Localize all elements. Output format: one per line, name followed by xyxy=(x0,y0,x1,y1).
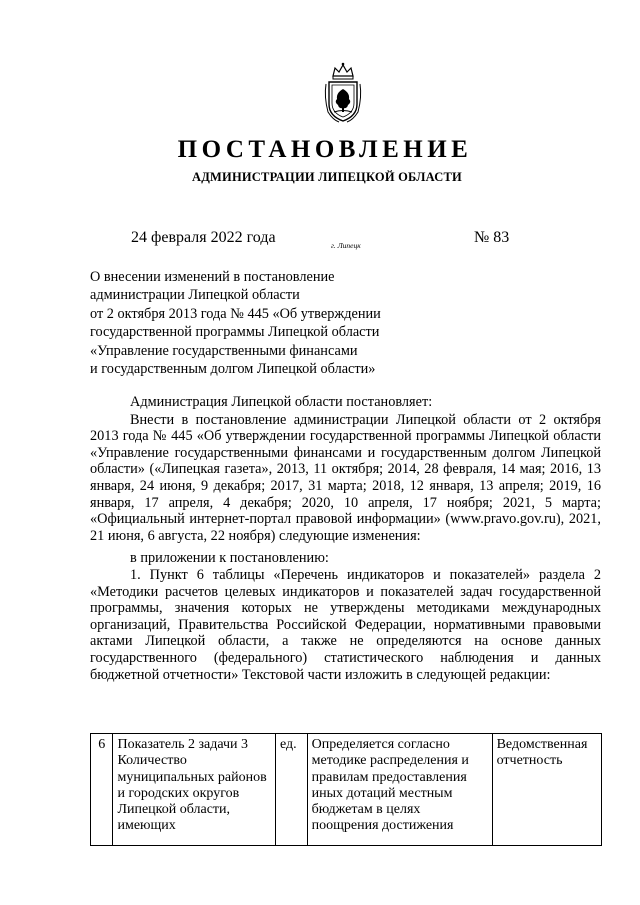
document-title: ПОСТАНОВЛЕНИЕ xyxy=(177,136,473,163)
subject-line: государственной программы Липецкой области xyxy=(90,324,380,341)
point-text: Пункт 6 таблицы «Перечень индикаторов и показателей» раздела 2 «Методики расчетов целевых индикаторов и показателей задач государственной программы, значения которых не утверждены методиками международных организаций, Правительства Российской Федерации, нормативными правовыми актами Липецкой области, а также не определяются на основе данных государственного (федерального) статистического наблюдения и данных бюджетной отчетности» Текстовой части изложить в следующей редакции: xyxy=(90,566,601,683)
document-body xyxy=(90,394,601,683)
indicator-cell: Показатель 2 задачи 3 Количество муниципальных районов и городских округов Липецкой области, имеющих xyxy=(113,734,275,846)
issuing-authority: АДМИНИСТРАЦИИ ЛИПЕЦКОЙ ОБЛАСТИ xyxy=(192,170,462,184)
row-number-cell: 6 xyxy=(91,734,113,846)
point-number: 1. xyxy=(130,566,141,583)
subject-line: «Управление государственными финансами xyxy=(90,342,358,359)
indicator-table xyxy=(90,733,602,846)
intro-paragraph: Внести в постановление администрации Липецкой области от 2 октября 2013 года № 445 «Об утверждении государственной программы Липецкой области «Управление государственными финансами и государственным долгом Липецкой области» («Липецкая газета», 2013, 11 октября; 2014, 28 февраля, 14 мая; 2016, 13 января, 24 июня, 9 декабря; 2017, 31 марта; 2018, 12 января, 13 апреля; 2019, 16 января, 17 апреля, 4 декабря; 2020, 10 апреля, 17 ноября; 2021, 5 марта; «Официальный интернет-портал правовой информации» (www.pravo.gov.ru), 2021, 21 июня, 6 августа, 22 ноября) следующие изменения: xyxy=(90,411,601,544)
subject-line: администрации Липецкой области xyxy=(90,287,300,304)
unit-cell: ед. xyxy=(275,734,307,846)
coat-of-arms-icon xyxy=(323,62,363,124)
table-row xyxy=(91,734,602,846)
document-city: г. Липецк xyxy=(331,241,361,250)
amendments-intro-paragraph: в приложении к постановлению: xyxy=(130,550,329,567)
preamble-paragraph: Администрация Липецкой области постановляет: xyxy=(130,394,433,410)
source-cell: Ведомственная отчетность xyxy=(492,734,601,846)
subject-line: О внесении изменений в постановление xyxy=(90,269,335,285)
point-1-paragraph xyxy=(90,567,601,683)
document-date: 24 февраля 2022 года xyxy=(131,229,276,246)
subject-line: и государственным долгом Липецкой области» xyxy=(90,361,376,378)
method-cell: Определяется согласно методике распределения и правилам предоставления иных дотаций местным бюджетам в целях поощрения достижения xyxy=(307,734,492,846)
document-subject xyxy=(90,268,420,378)
subject-line: от 2 октября 2013 года № 445 «Об утверждении xyxy=(90,305,381,322)
document-number: № 83 xyxy=(474,229,510,246)
